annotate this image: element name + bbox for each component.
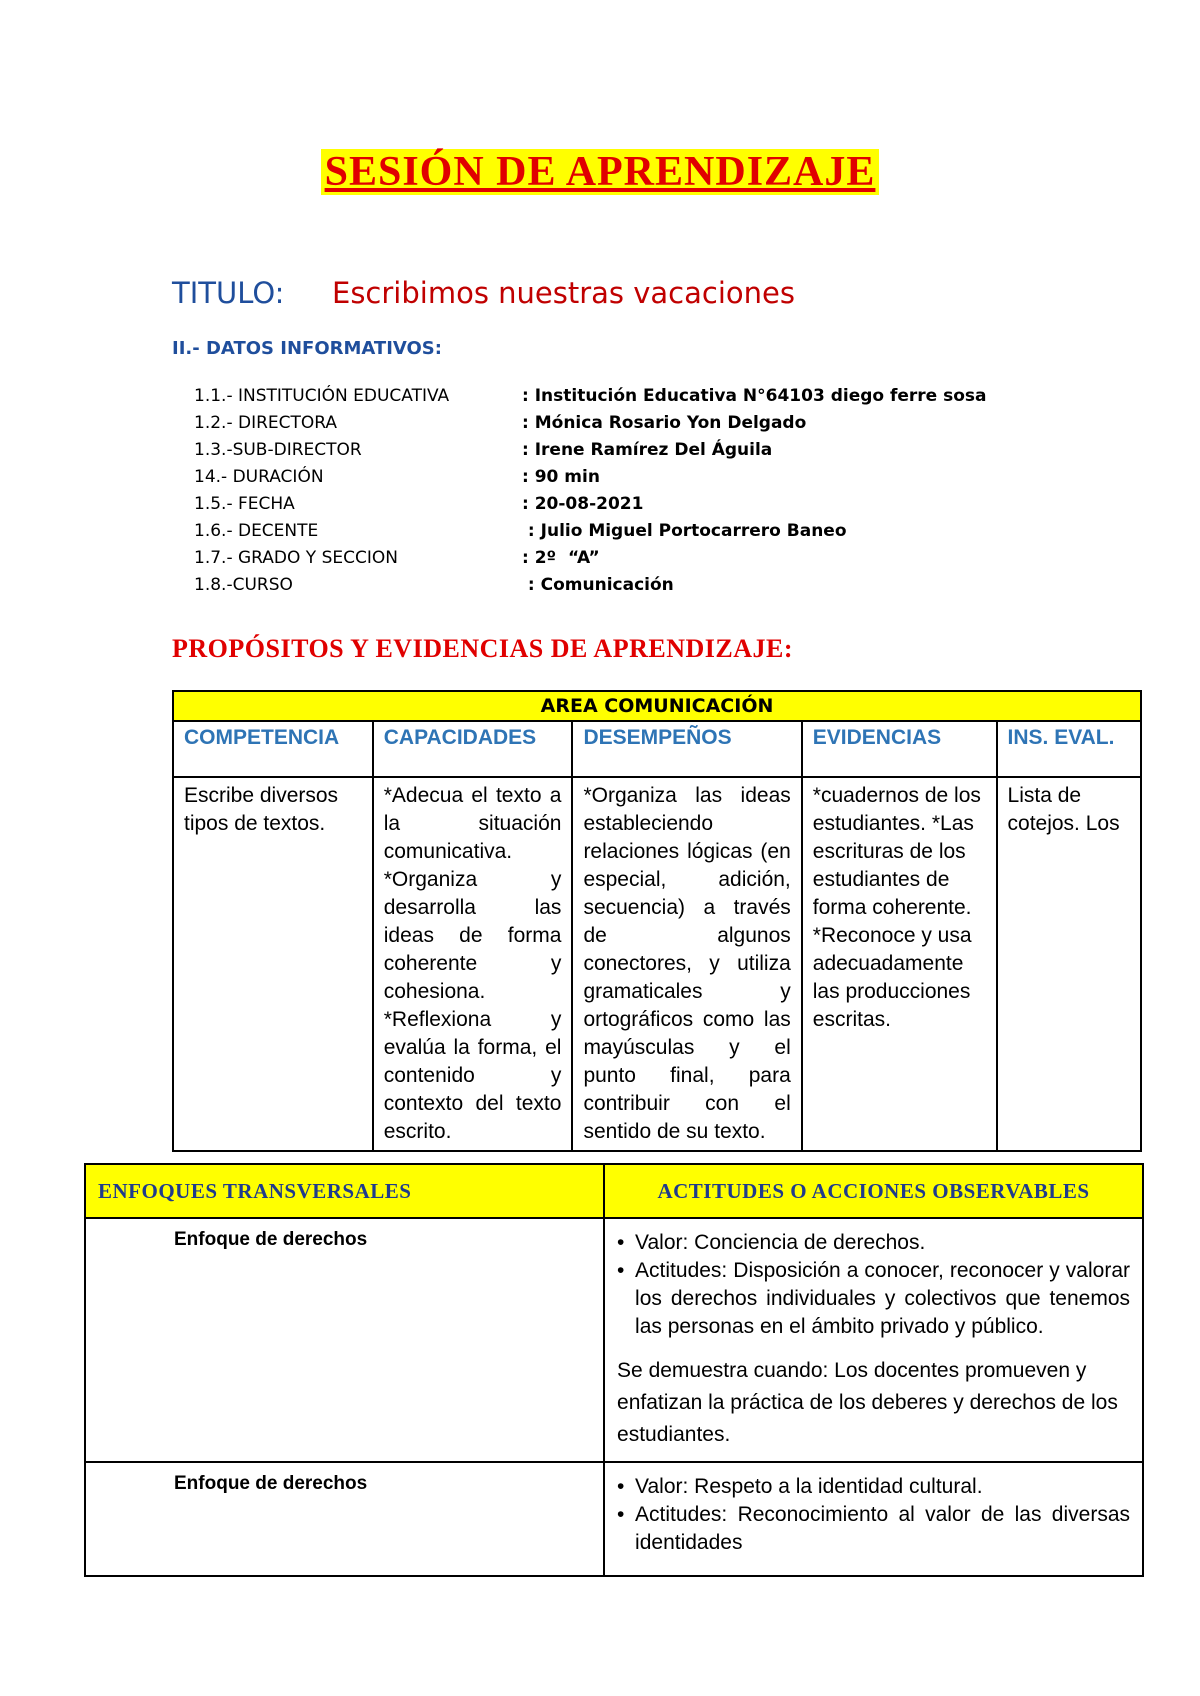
header-enfoques: ENFOQUES TRANSVERSALES: [85, 1164, 604, 1218]
area-header: AREA COMUNICACIÓN: [173, 691, 1141, 721]
info-row: 14.- DURACIÓN : 90 min: [194, 467, 600, 487]
info-row: 1.3.-SUB-DIRECTOR : Irene Ramírez Del Águila: [194, 440, 773, 460]
cell-capacidades: *Adecua el texto a la situación comunicativa. *Organiza y desarrolla las ideas de forma coherente y cohesiona. *Reflexiona y evalúa la forma, el contenido y contexto del texto escrito.: [373, 777, 573, 1151]
header-desempenos: DESEMPEÑOS: [572, 721, 801, 777]
propositos-heading: PROPÓSITOS Y EVIDENCIAS DE APRENDIZAJE:: [172, 634, 793, 663]
bullet-list: [617, 1229, 1130, 1341]
info-row: 1.6.- DECENTE : Julio Miguel Portocarrero Baneo: [194, 521, 847, 541]
actitudes-cell: [604, 1462, 1143, 1576]
datos-heading: II.- DATOS INFORMATIVOS:: [172, 338, 442, 359]
enfoque-cell: Enfoque de derechos: [85, 1462, 604, 1576]
info-row: 1.2.- DIRECTORA : Mónica Rosario Yon Delgado: [194, 413, 807, 433]
enfoques-table: [84, 1163, 1144, 1577]
actitudes-cell: [604, 1218, 1143, 1462]
actitudes-item: • Actitudes: Disposición a conocer, reconocer y valorar los derechos individuales y colectivos que tenemos las personas en el ámbito privado y público.: [617, 1257, 1130, 1341]
info-row: 1.5.- FECHA : 20-08-2021: [194, 494, 644, 514]
info-row: 1.1.- INSTITUCIÓN EDUCATIVA : Institución Educativa N°64103 diego ferre sosa: [194, 386, 987, 406]
valor-item: • Valor: Respeto a la identidad cultural.: [617, 1473, 1130, 1501]
enfoque-cell: Enfoque de derechos: [85, 1218, 604, 1462]
propositos-table: [172, 690, 1142, 1152]
info-row: 1.8.-CURSO : Comunicación: [194, 575, 674, 595]
actitudes-item: • Actitudes: Reconocimiento al valor de las diversas identidades: [617, 1501, 1130, 1557]
valor-item: • Valor: Conciencia de derechos.: [617, 1229, 1130, 1257]
cell-evidencias: *cuadernos de los estudiantes. *Las escrituras de los estudiantes de forma coherente. *Reconoce y usa adecuadamente las producciones escritas.: [802, 777, 997, 1151]
header-ins-eval: INS. EVAL.: [997, 721, 1141, 777]
titulo-row: [172, 276, 795, 310]
cell-desempenos: *Organiza las ideas estableciendo relaciones lógicas (en especial, adición, secuencia) a través de algunos conectores, y utiliza gramaticales y ortográficos como las mayúsculas y el punto final, para contribuir con el sentido de su texto.: [572, 777, 801, 1151]
document-title: SESIÓN DE APRENDIZAJE: [0, 148, 1200, 196]
header-competencia: COMPETENCIA: [173, 721, 373, 777]
info-list: [194, 386, 987, 602]
header-actitudes: ACTITUDES O ACCIONES OBSERVABLES: [604, 1164, 1143, 1218]
cell-competencia: Escribe diversos tipos de textos.: [173, 777, 373, 1151]
info-row: 1.7.- GRADO Y SECCION : 2º “A”: [194, 548, 600, 568]
titulo-label: TITULO:: [172, 276, 285, 310]
titulo-value: Escribimos nuestras vacaciones: [332, 276, 795, 310]
header-evidencias: EVIDENCIAS: [802, 721, 997, 777]
cell-ins-eval: Lista de cotejos. Los: [997, 777, 1141, 1151]
demuestra-text: Se demuestra cuando: Los docentes promueven y enfatizan la práctica de los deberes y derechos de los estudiantes.: [617, 1359, 1118, 1446]
bullet-list: [617, 1473, 1130, 1557]
header-capacidades: CAPACIDADES: [373, 721, 573, 777]
